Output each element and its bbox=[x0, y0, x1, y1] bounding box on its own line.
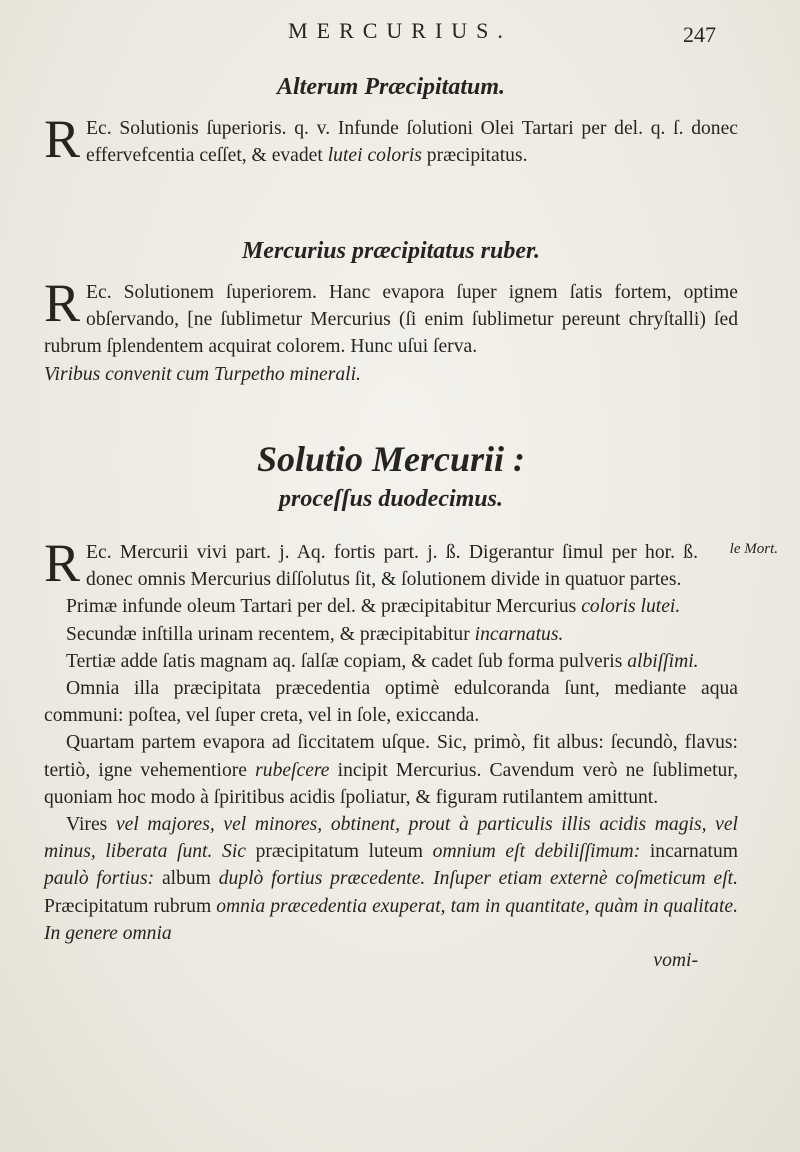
fourth-portion: Quartam partem evapora ad ſiccitatem uſque. Sic, primò, fit albus: ſecundò, flavus: tertiò, igne vehementiore rubeſcere incipit Mercurius. Cavendum verò ne ſublimetur, quoniam hoc modo à ſpiritibus acidis ſpoliatur, & figuram rutilantem amittunt. bbox=[44, 732, 738, 808]
section-mercurius-ruber bbox=[44, 238, 738, 388]
drop-cap: R bbox=[44, 273, 81, 333]
process-subtitle: proceſſus duodecimus. bbox=[279, 486, 503, 512]
virtues-paragraph: Vires vel majores, vel minores, obtinent, prout à particulis illis acidis magis, vel minus, liberata ſunt. Sic præcipitatum luteum omnium eſt debiliſſimum: incarnatum paulò fortius: album duplò fortius præcedente. Inſuper etiam externè coſmeticum eſt. Præcipitatum rubrum omnia præcedentia exuperat, tam in quantitate, quàm in qualitate. In genere omnia bbox=[44, 814, 738, 944]
running-head: MERCURIUS. bbox=[288, 18, 512, 43]
margin-note: le Mort. bbox=[729, 541, 778, 557]
section-alterum-praecipitatum bbox=[44, 74, 738, 169]
third-portion: Tertiæ adde ſatis magnam aq. ſalſæ copiam, & cadet ſub forma pulveris albiſſimi. bbox=[66, 650, 699, 672]
process-body bbox=[44, 533, 778, 974]
edulcoration-paragraph: Omnia illa præcipitata præcedentia optimè edulcoranda ſunt, mediante aqua communi: poſtea, vel ſuper creta, vel in ſole, exiccanda. bbox=[44, 678, 738, 727]
section-heading: Alterum Præcipitatum. bbox=[276, 74, 506, 100]
section-heading: Mercurius præcipitatus ruber. bbox=[241, 238, 541, 264]
section-solutio-mercurii bbox=[44, 438, 778, 974]
drop-cap: R bbox=[44, 109, 81, 169]
virtues-line: Viribus convenit cum Turpetho minerali. bbox=[44, 363, 361, 385]
process-title: Solutio Mercurii : bbox=[256, 439, 526, 479]
second-portion: Secundæ inſtilla urinam recentem, & præcipitabitur incarnatus. bbox=[66, 623, 564, 645]
page-number: 247 bbox=[683, 22, 716, 47]
recipe-paragraph: R Ec. Solutionem ſuperiorem. Hanc evapora ſuper ignem ſatis fortem, optime obſervando, [ne ſublimetur Mercurius (ſi enim ſublimetur pereunt chryſtalli) ſed rubrum ſplendentem acquirat colorem. Hunc uſui ſerva. bbox=[44, 273, 738, 358]
catchword: vomi- bbox=[653, 950, 698, 972]
drop-cap: R bbox=[44, 533, 81, 593]
recipe-paragraph: R Ec. Mercurii vivi part. j. Aq. fortis part. j. ß. Digerantur ſimul per hor. ß. donec omnis Mercurius diſſolutus ſit, & ſolutionem divide in quatuor partes. bbox=[44, 533, 698, 593]
recipe-paragraph: R Ec. Solutionis ſuperioris. q. v. Infunde ſolutioni Olei Tartari per del. q. ſ. donec effervefcentia ceſſet, & evadet lutei coloris præcipitatus. bbox=[44, 109, 738, 169]
first-portion: Primæ infunde oleum Tartari per del. & præcipitabitur Mercurius coloris lutei. bbox=[66, 596, 681, 618]
